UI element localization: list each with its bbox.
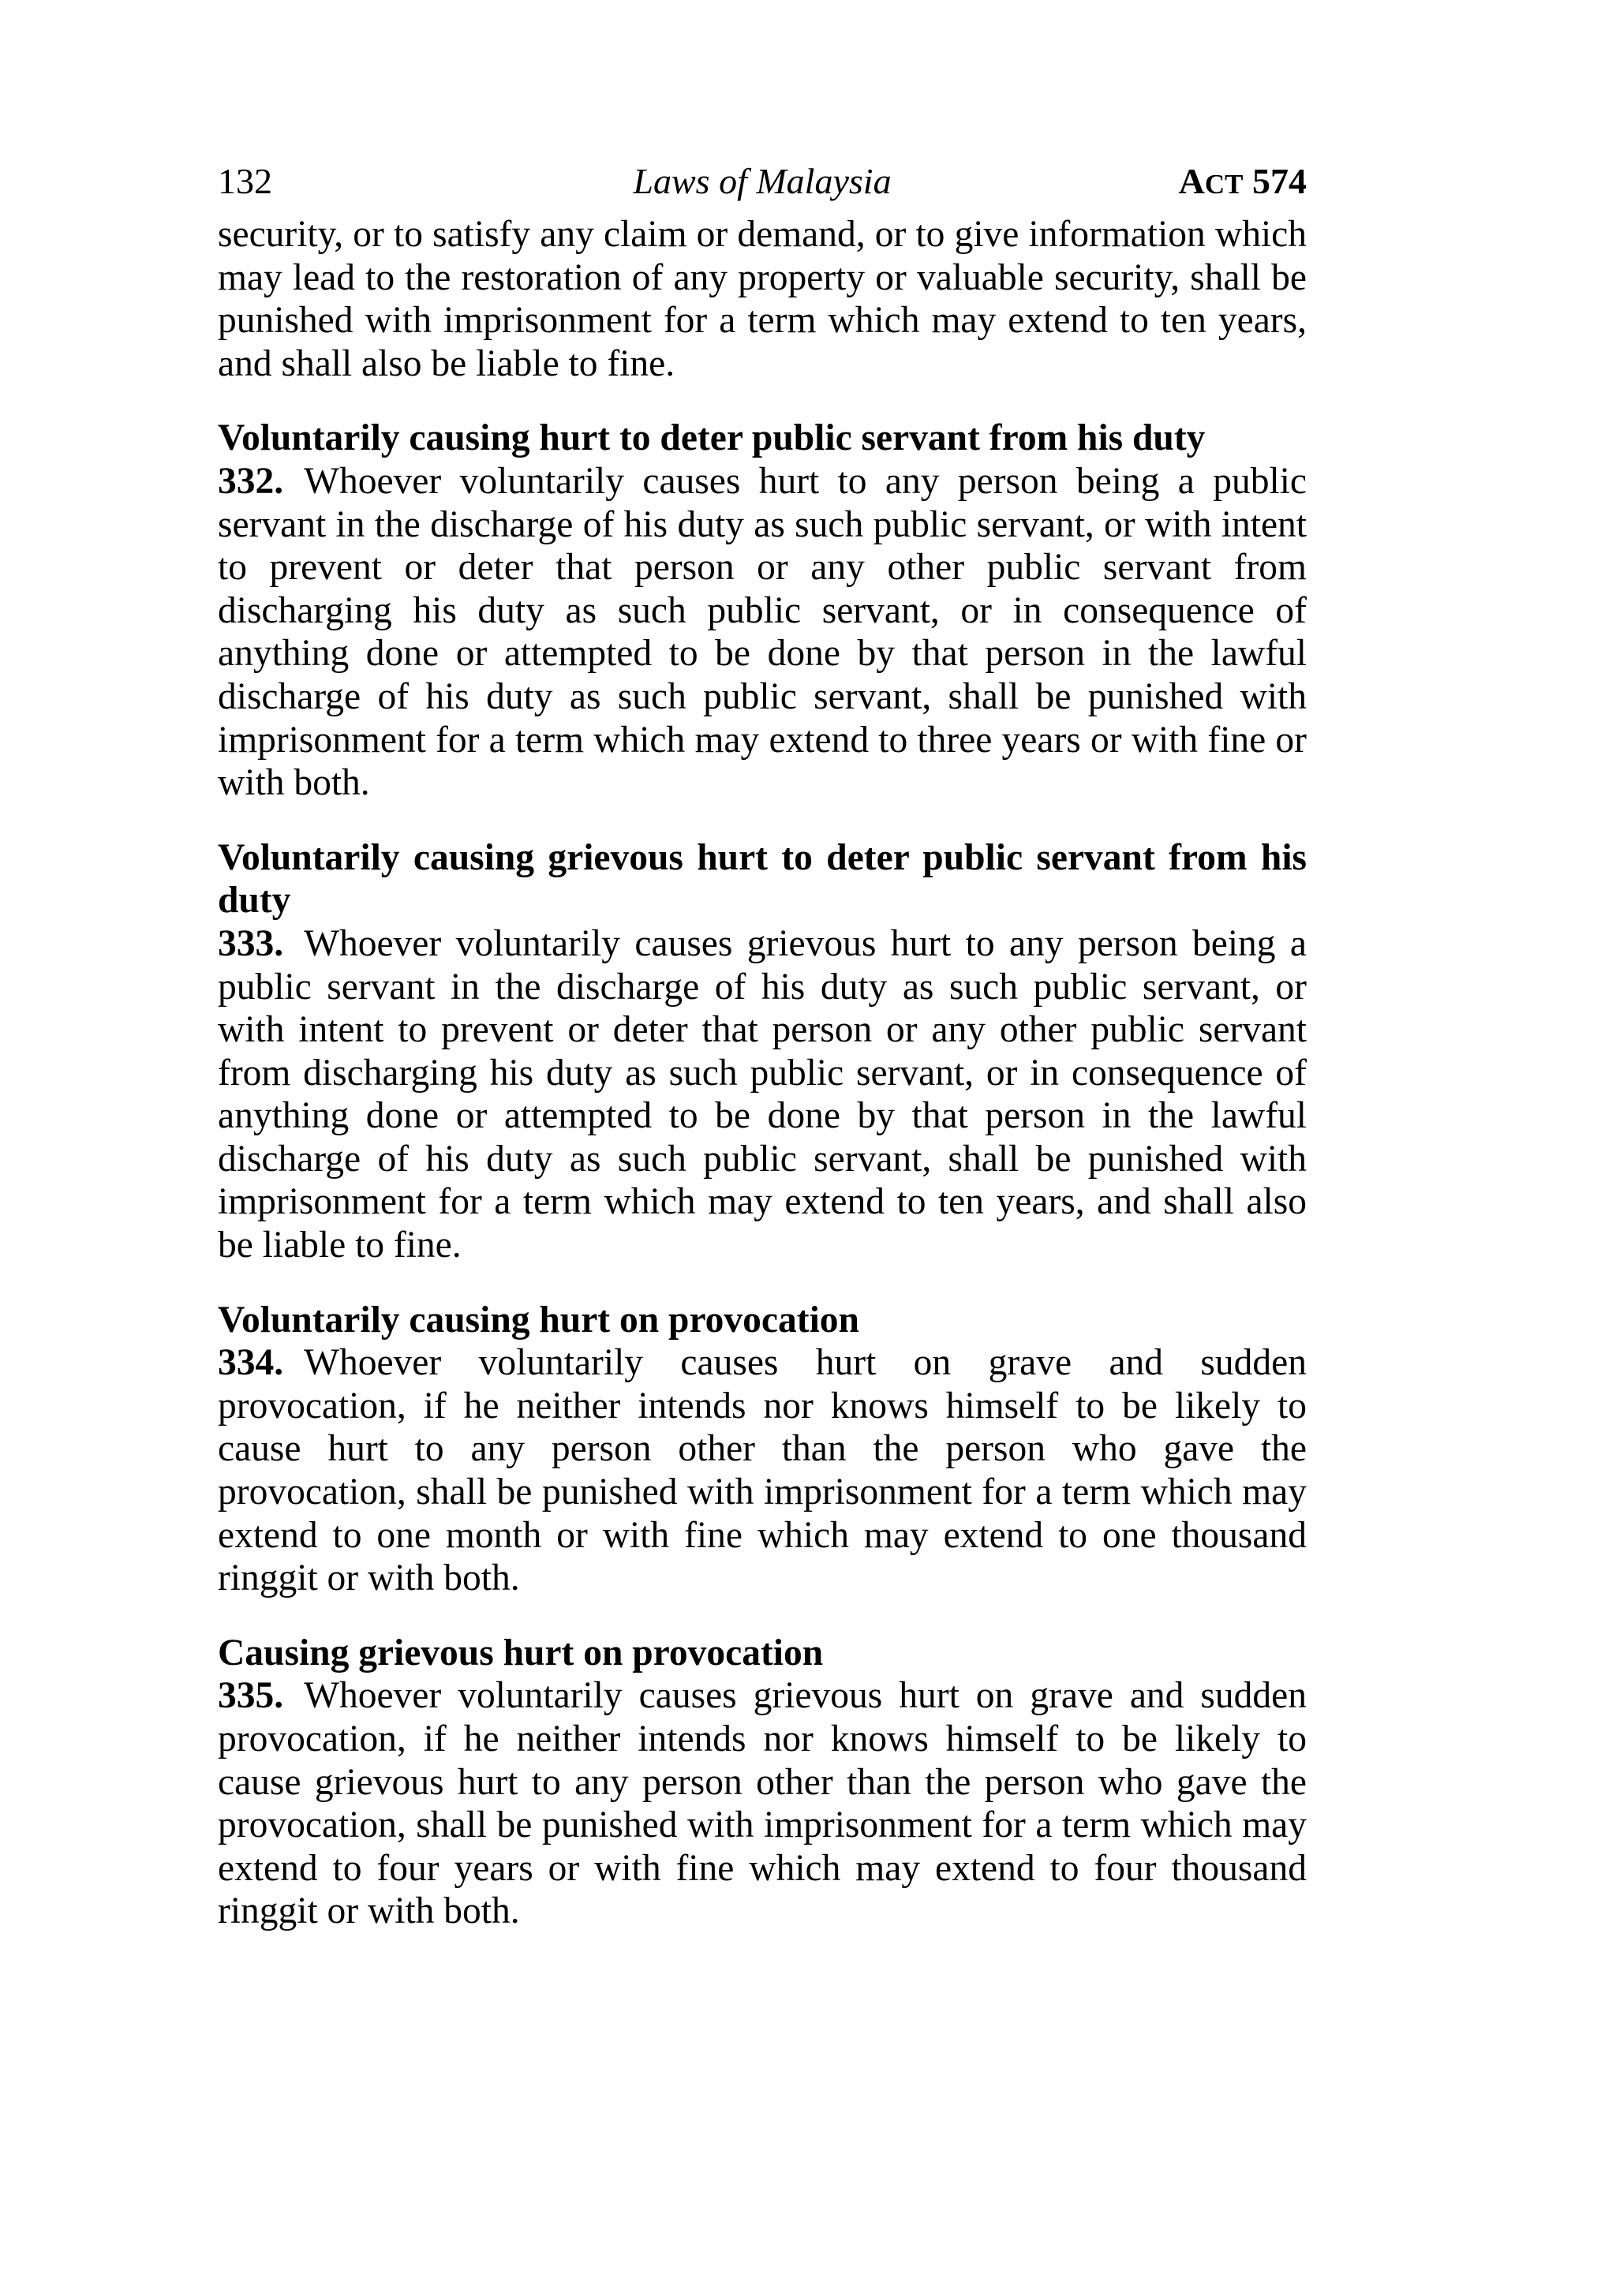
section-paragraph-334 [218, 1341, 1307, 1600]
act-label [1179, 155, 1307, 211]
section-paragraph-335 [218, 1674, 1307, 1933]
section-number-332: 332. [218, 460, 284, 502]
section-text-333: Whoever voluntarily causes grievous hurt to any person being a public servant in the discharge of his duty as such public servant, or with intent to prevent or deter that person or any other public servant from discharging his duty as such public servant, or in consequence of anything done or attempted to be done by that person in the lawful discharge of his duty as such public servant, shall be punished with imprisonment for a term which may extend to ten years, and shall also be liable to fine. [218, 922, 1307, 1266]
page-number: 132 [218, 161, 272, 201]
section-text-334: Whoever voluntarily causes hurt on grave and sudden provocation, if he neither intends nor knows himself to be likely to cause hurt to any person other than the person who gave the provocation, shall be punished with imprisonment for a term which may extend to one month or with fine which may extend to one thousand ringgit or with both. [218, 1342, 1307, 1599]
act-word-initial: A [1178, 161, 1205, 201]
section-heading-333: Voluntarily causing grievous hurt to deter public servant from his duty [218, 836, 1307, 922]
section-number-334: 334. [218, 1342, 284, 1384]
section-number-333: 333. [218, 922, 284, 964]
section-number-335: 335. [218, 1675, 284, 1717]
continuation-paragraph: security, or to satisfy any claim or demand, or to give information which may lead to the restoration of any property or valuable security, shall be punished with imprisonment for a term which may extend to ten years, and shall also be liable to fine. [218, 214, 1307, 384]
section-heading-334: Voluntarily causing hurt on provocation [218, 1299, 859, 1341]
section-heading-332: Voluntarily causing hurt to deter public servant from his duty [218, 417, 1206, 459]
document-page [218, 155, 1307, 1933]
page-header [218, 155, 1307, 208]
section-text-332: Whoever voluntarily causes hurt to any person being a public servant in the discharge of his duty as such public servant, or with intent to prevent or deter that person or any other public servant from discharging his duty as such public servant, or in consequence of anything done or attempted to be done by that person in the lawful discharge of his duty as such public servant, shall be punished with imprisonment for a term which may extend to three years or with fine or with both. [218, 460, 1307, 804]
section-paragraph-332 [218, 460, 1307, 805]
section-text-335: Whoever voluntarily causes grievous hurt on grave and sudden provocation, if he neither intends nor knows himself to be likely to cause grievous hurt to any person other than the person who gave the provocation, shall be punished with imprisonment for a term which may extend to four years or with fine which may extend to four thousand ringgit or with both. [218, 1675, 1307, 1932]
section-paragraph-333 [218, 922, 1307, 1267]
running-title: Laws of Malaysia [633, 161, 892, 201]
section-heading-335: Causing grievous hurt on provocation [218, 1632, 824, 1673]
act-word-rest: CT [1204, 169, 1244, 200]
act-number: 574 [1252, 161, 1307, 201]
